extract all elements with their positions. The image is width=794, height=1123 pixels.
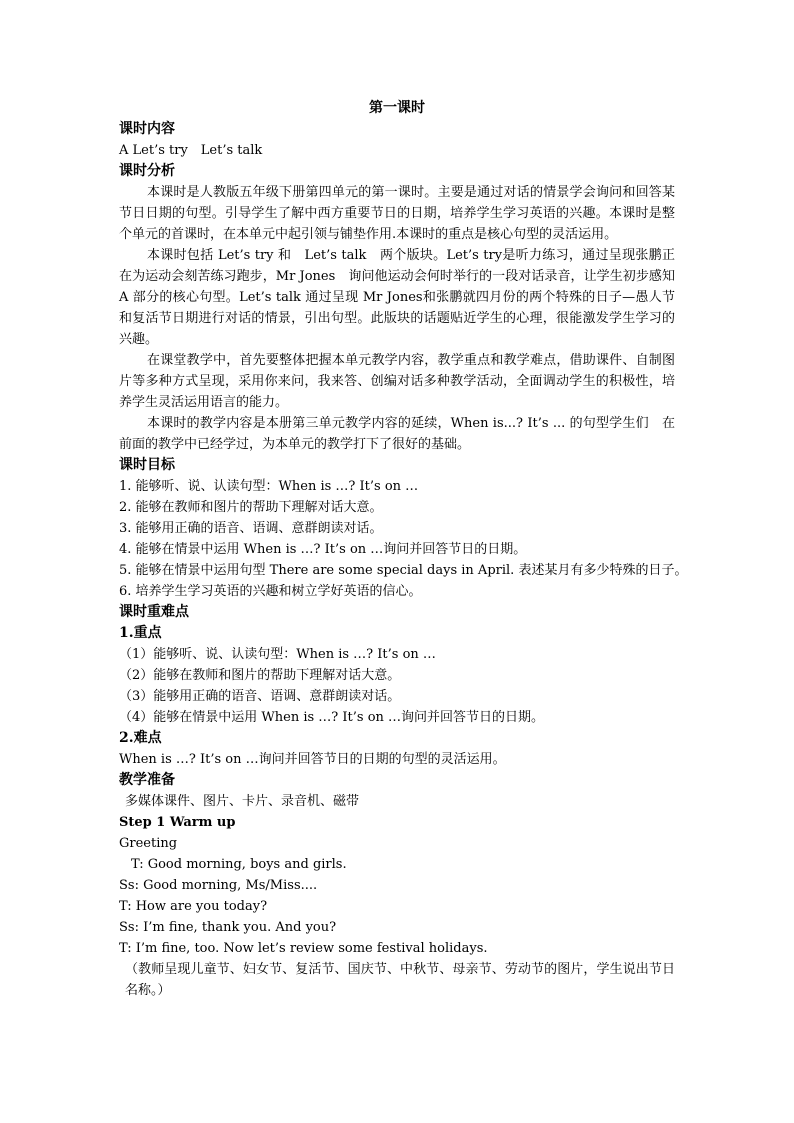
dialogue-line: Ss: I’m fine, thank you. And you? bbox=[119, 920, 337, 935]
teacher-note: （教师呈现儿童节、妇女节、复活节、国庆节、中秋节、母亲节、劳动节的图片，学生说出节日名称。） bbox=[125, 962, 675, 998]
dialogue-line: T: I’m fine, too. Now let’s review some festival holidays. bbox=[119, 941, 488, 956]
objective-item: 6. 培养学生学习英语的兴趣和树立学好英语的信心。 bbox=[119, 584, 422, 599]
analysis-paragraph: 本课时包括 Let’s try 和 Let’s talk 两个版块。Let’s try是听力练习，通过呈现张鹏正在为运动会刻苦练习跑步，Mr Jones 询问他运动会何时举行的一段对话录音，让学生初步感知 A 部分的核心句型。Let’s talk 通过呈现 Mr Jones和张鹏就四月份的两个特殊的日子—愚人节和复活节日期进行对话的情景，引出句型。此版块的话题贴近学生的心理，很能激发学生学习的兴趣。 bbox=[119, 248, 675, 347]
preparation-text: 多媒体课件、图片、卡片、录音机、磁带 bbox=[125, 794, 360, 809]
section-heading-content: 课时内容 bbox=[119, 121, 175, 137]
dialogue-line: T: How are you today? bbox=[119, 899, 268, 914]
section-heading-preparation: 教学准备 bbox=[119, 772, 175, 788]
key-item: （1）能够听、说、认读句型：When is …? It’s on … bbox=[119, 647, 436, 662]
section-heading-keypoints: 课时重难点 bbox=[119, 604, 189, 620]
analysis-paragraph: 在课堂教学中，首先要整体把握本单元教学内容，教学重点和教学难点，借助课件、自制图片等多种方式呈现，采用你来问，我来答、创编对话多种教学活动，全面调动学生的积极性，培养学生灵活运用语言的能力。 bbox=[119, 353, 675, 410]
dialogue-line: Greeting bbox=[119, 836, 178, 851]
key-item: （2）能够在教师和图片的帮助下理解对话大意。 bbox=[119, 668, 401, 683]
objective-item: 3. 能够用正确的语音、语调、意群朗读对话。 bbox=[119, 521, 383, 536]
step-heading: Step 1 Warm up bbox=[119, 815, 236, 830]
section-heading-objectives: 课时目标 bbox=[119, 457, 175, 473]
analysis-paragraph: 本课时的教学内容是本册第三单元教学内容的延续，When is...? It’s ... 的句型学生们 在前面的教学中已经学过，为本单元的教学打下了很好的基础。 bbox=[119, 416, 675, 452]
page-title: 第一课时 bbox=[369, 100, 425, 116]
dialogue-line: Ss: Good morning, Ms/Miss.... bbox=[119, 878, 318, 893]
dialogue-line: T: Good morning, boys and girls. bbox=[131, 857, 347, 872]
objective-item: 1. 能够听、说、认读句型：When is …? It’s on … bbox=[119, 479, 419, 494]
document-page bbox=[119, 98, 688, 1001]
objective-item: 4. 能够在情景中运用 When is …? It’s on …询问并回答节日的日期。 bbox=[119, 542, 527, 557]
content-text: A Let’s try Let’s talk bbox=[119, 143, 263, 158]
subheading-difficult: 2.难点 bbox=[119, 730, 162, 746]
objective-item: 2. 能够在教师和图片的帮助下理解对话大意。 bbox=[119, 500, 383, 515]
analysis-paragraph: 本课时是人教版五年级下册第四单元的第一课时。主要是通过对话的情景学会询问和回答某节日日期的句型。引导学生了解中西方重要节日的日期，培养学生学习英语的兴趣。本课时是整个单元的首课时，在本单元中起引领与铺垫作用.本课时的重点是核心句型的灵活运用。 bbox=[119, 185, 675, 242]
key-item: （3）能够用正确的语音、语调、意群朗读对话。 bbox=[119, 689, 401, 704]
section-heading-analysis: 课时分析 bbox=[119, 163, 175, 179]
key-item: （4）能够在情景中运用 When is …? It’s on …询问并回答节日的日期。 bbox=[119, 710, 545, 725]
difficult-text: When is …? It’s on …询问并回答节日的日期的句型的灵活运用。 bbox=[119, 752, 506, 767]
objective-item: 5. 能够在情景中运用句型 There are some special days in April. 表述某月有多少特殊的日子。 bbox=[119, 563, 688, 578]
subheading-key: 1.重点 bbox=[119, 625, 162, 641]
